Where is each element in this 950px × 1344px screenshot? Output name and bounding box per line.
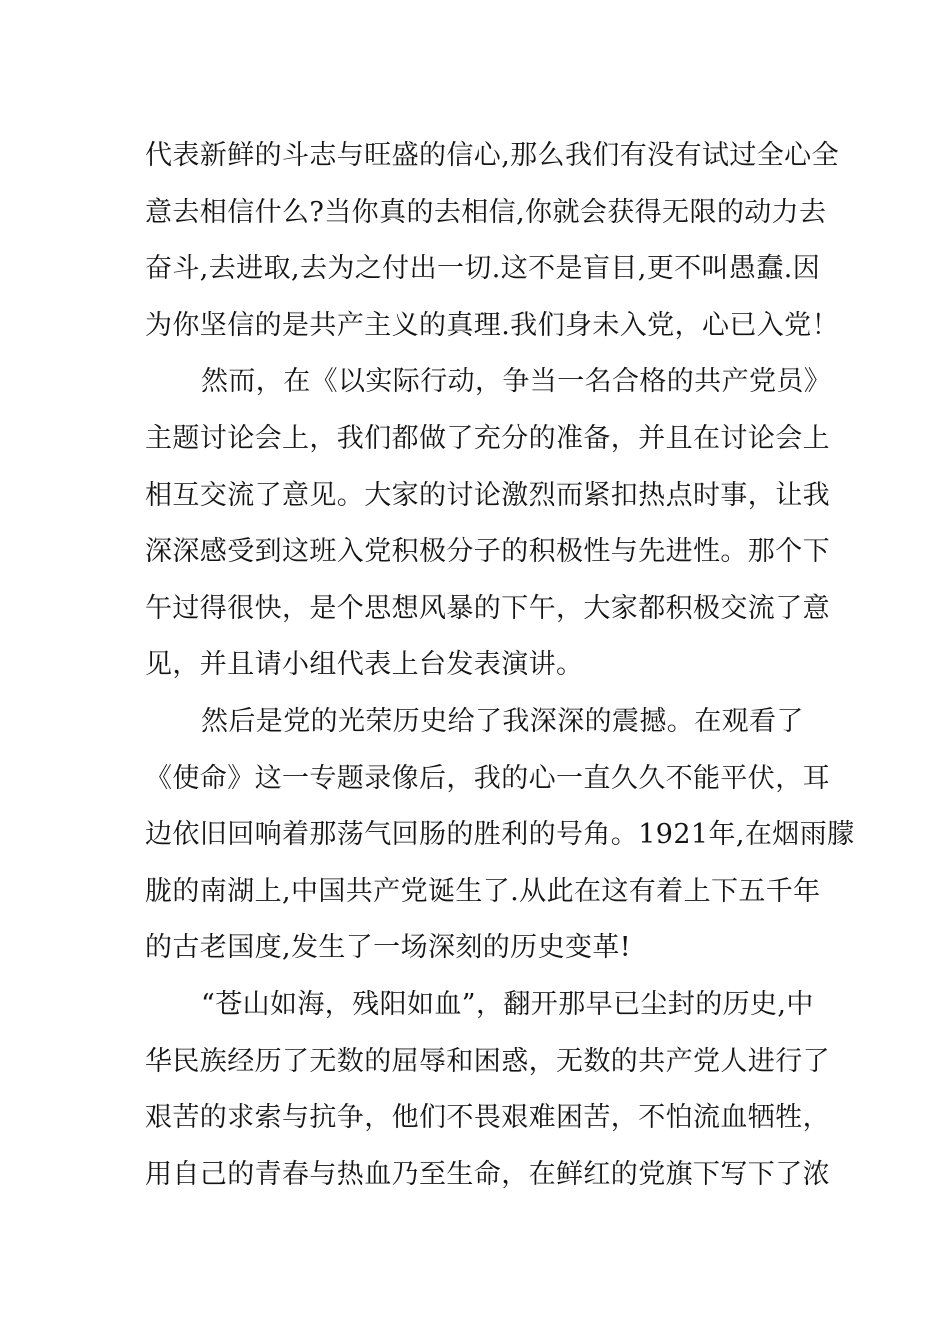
text-line: 见，并且请小组代表上台发表演讲。 bbox=[145, 649, 584, 681]
text-line: 胧的南湖上,中国共产党诞生了.从此在这有着上下五千年 bbox=[145, 875, 821, 907]
text-line: 为你坚信的是共产主义的真理.我们身未入党，心已入党！ bbox=[145, 309, 839, 341]
body-text bbox=[145, 128, 855, 1203]
text-line: 意去相信什么?当你真的去相信,你就会获得无限的动力去 bbox=[145, 196, 827, 228]
text-line: 的古老国度,发生了一场深刻的历史变革! bbox=[145, 932, 632, 964]
text-line: 主题讨论会上，我们都做了充分的准备，并且在讨论会上 bbox=[145, 422, 830, 454]
text-line: 深深感受到这班入党积极分子的积极性与先进性。那个下 bbox=[145, 536, 830, 568]
text-line: 华民族经历了无数的屈辱和困惑，无数的共产党人进行了 bbox=[145, 1045, 830, 1077]
paragraph-start-line: 然后是党的光荣历史给了我深深的震撼。在观看了 bbox=[201, 705, 804, 737]
text-line: 艰苦的求索与抗争，他们不畏艰难困苦，不怕流血牺牲， bbox=[145, 1102, 830, 1134]
text-line: 边依旧回响着那荡气回肠的胜利的号角。1921年,在烟雨朦 bbox=[145, 819, 855, 851]
text-line: 《使命》这一专题录像后，我的心一直久久不能平伏，耳 bbox=[145, 762, 830, 794]
text-line: 午过得很快，是个思想风暴的下午，大家都积极交流了意 bbox=[145, 592, 830, 624]
text-line: 用自己的青春与热血乃至生命，在鲜红的党旗下写下了浓 bbox=[145, 1158, 830, 1190]
paragraph-start-line: “苍山如海，残阳如血”，翻开那早已尘封的历史,中 bbox=[201, 988, 814, 1020]
paragraph-start-line: 然而，在《以实际行动，争当一名合格的共产党员》 bbox=[201, 366, 832, 398]
text-line: 奋斗,去进取,去为之付出一切.这不是盲目,更不叫愚蠢.因 bbox=[145, 253, 821, 285]
text-line: 相互交流了意见。大家的讨论激烈而紧扣热点时事，让我 bbox=[145, 479, 830, 511]
text-line: 代表新鲜的斗志与旺盛的信心,那么我们有没有试过全心全 bbox=[145, 140, 839, 171]
